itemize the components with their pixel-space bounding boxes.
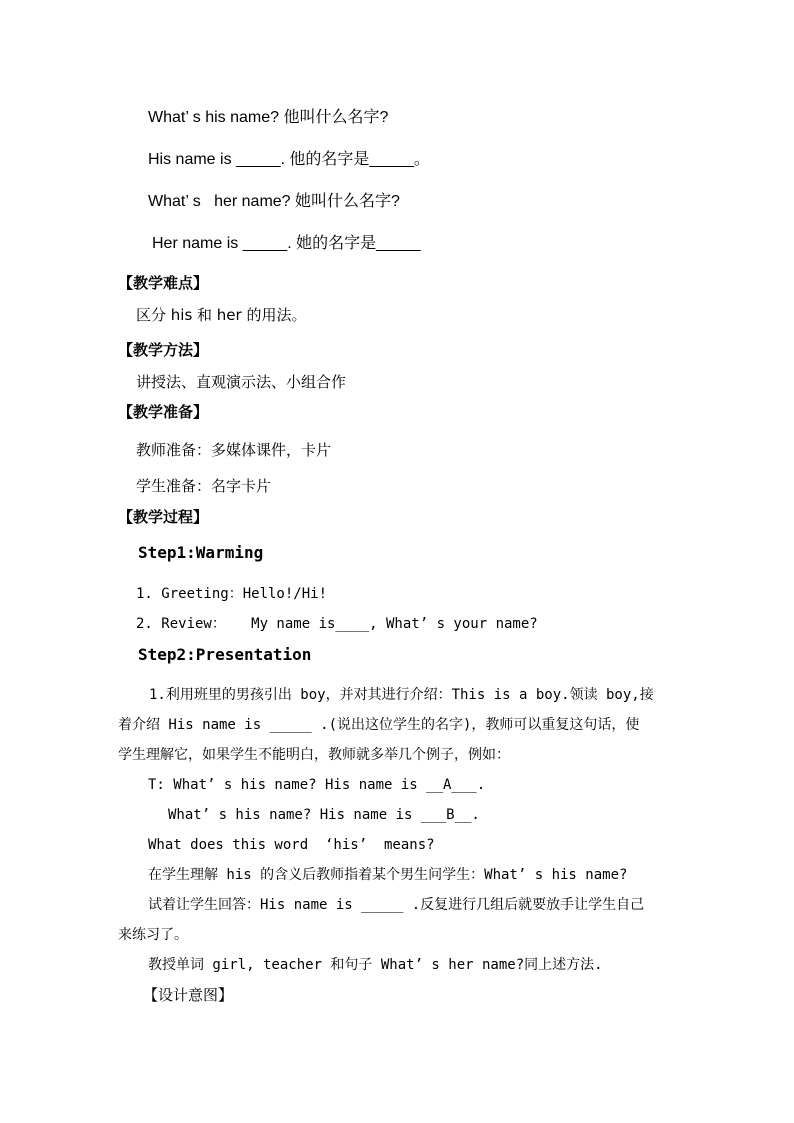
step2-heading: Step2:Presentation [138, 645, 312, 664]
sentence-her-name-question: What’ s her name? 她叫什么名字? [148, 193, 400, 210]
teaching-method-text: 讲授法、直观演示法、小组合作 [136, 373, 347, 391]
step1-item-greeting: 1. Greeting：Hello!/Hi! [136, 586, 328, 602]
step2-teach-words-line: 教授单词 girl, teacher 和句子 What’ s her name?同上述方法. [148, 957, 603, 973]
sentence-her-name-answer: Her name is _____. 她的名字是_____ [152, 235, 421, 252]
sentence-his-name-question: What’ s his name? 他叫什么名字? [148, 109, 389, 126]
step2-paragraph-line-3: 学生理解它，如果学生不能明白，教师就多举几个例子，例如： [118, 747, 510, 763]
step2-paragraph-line-1: 1.利用班里的男孩引出 boy，并对其进行介绍：This is a boy.领读 boy,接 [149, 687, 654, 703]
teacher-preparation-text: 教师准备：多媒体课件，卡片 [136, 441, 332, 459]
heading-design-intent: 【设计意图】 [143, 986, 234, 1004]
dialogue-example-a: T: What’ s his name? His name is __A___. [148, 777, 486, 793]
heading-teaching-method: 【教学方法】 [118, 341, 209, 359]
heading-teaching-preparation: 【教学准备】 [118, 403, 209, 421]
step1-item-review: 2. Review： My name is____, What’ s your name? [136, 616, 538, 632]
heading-teaching-difficulty: 【教学难点】 [118, 274, 209, 292]
heading-teaching-process: 【教学过程】 [118, 508, 209, 526]
step2-his-meaning-line: 在学生理解 his 的含义后教师指着某个男生问学生：What’ s his name? [148, 867, 628, 883]
step2-practice-line-1: 试着让学生回答：His name is _____ .反复进行几组后就要放手让学生自己 [148, 897, 645, 913]
dialogue-question-his: What does this word ‘his’ means? [148, 837, 435, 853]
step1-heading: Step1:Warming [138, 543, 264, 562]
step2-practice-line-2: 来练习了。 [118, 927, 188, 943]
student-preparation-text: 学生准备：名字卡片 [136, 477, 272, 495]
dialogue-example-b: What’ s his name? His name is ___B__. [168, 807, 480, 823]
sentence-his-name-answer: His name is _____. 他的名字是_____。 [148, 151, 430, 168]
step2-paragraph-line-2: 着介绍 His name is _____ .(说出这位学生的名字)，教师可以重复这句话，使 [118, 717, 640, 733]
teaching-difficulty-text: 区分 his 和 her 的用法。 [136, 306, 307, 324]
